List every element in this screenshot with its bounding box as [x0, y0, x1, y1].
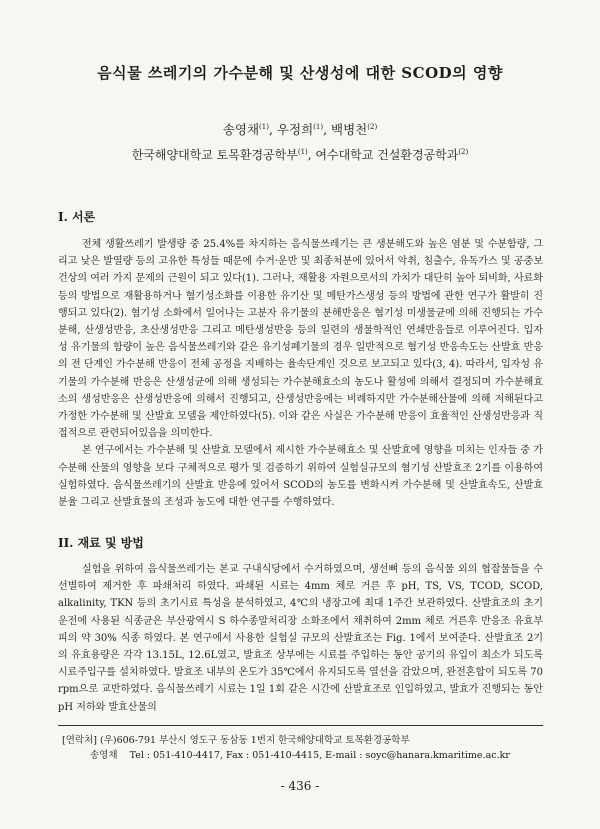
contact-fax: Fax : 051-410-4415, — [226, 750, 323, 761]
section-body-methods — [58, 561, 543, 716]
page-number: - 436 - — [280, 779, 320, 793]
affiliation-name: 한국해양대학교 토목환경공학부 — [131, 148, 298, 162]
affiliation-name: 여수대학교 건설환경공학과 — [315, 148, 459, 162]
author-mark: (1) — [259, 122, 269, 131]
contact-label: [연락처] — [62, 735, 97, 746]
affiliation-mark: (2) — [458, 148, 469, 156]
section-heading-intro: I. 서론 — [58, 210, 96, 224]
contact-address: (우)606-791 부산시 영도구 동삼동 1번지 한국해양대학교 토목환경공학부 — [99, 735, 410, 746]
contact-tel: Tel : 051-410-4417, — [129, 750, 224, 761]
author-mark: (1) — [313, 122, 324, 131]
contact-person: 송영채 — [90, 750, 118, 761]
author-mark: (2) — [367, 122, 378, 131]
affiliation-list — [0, 146, 600, 163]
author-name: 송영채 — [222, 122, 260, 137]
body-paragraph: 본 연구에서는 가수분해 및 산발효 모델에서 제시한 가수분해효소 및 산발효에 영향을 미치는 인자들 중 가수분해 산물의 영향을 보다 구체적으로 평가 및 검증하기 위하여 실험실규모의 혐기성 산발효조 2기를 이용하여 실험하였다. 음식물쓰레기의 산발효 반응에 있어서 SCOD의 농도를 변화시켜 가수분해 및 산발효속도, 산발효분율 그리고 산발효물의 조성과 농도에 대한 연구를 수행하였다. — [58, 445, 543, 509]
body-paragraph: 실험을 위하여 음식물쓰레기는 본교 구내식당에서 수거하였으며, 생선뼈 등의 음식물 외의 협잡물들을 수 선별하여 제거한 후 파쇄처리 하였다. 파쇄된 시료는 4mm 체로 거른 후 pH, TS, VS, TCOD, SCOD, alkalinity, TKN 등의 초기시료 특성을 분석하였고, 4℃의 냉장고에 최대 1주간 보관하였다. 산발효조의 초기 운전에 사용된 식종균은 부산광역시 S 하수종말처리장 소화조에서 채취하여 2mm 체로 거른후 반응조 유효부피의 약 30% 식종 하였다. 본 연구에서 사용한 실험실 규모의 산발효조는 Fig. 1에서 보여준다. 산발효조 2기의 유효용량은 각각 13.15L, 12.6L였고, 발효조 상부에는 시료를 주입하는 동안 공기의 유입이 최소가 되도록 시료주입구를 설치하였다. 발효조 내부의 온도가 35℃에서 유지되도록 열선을 감았으며, 완전혼합이 되도록 70 rpm으로 교반하였다. 음식물쓰레기 시료는 1일 1회 같은 시간에 산발효조로 인입하였고, 발효가 진행되는 동안 pH 저하와 발효산물의 — [58, 564, 543, 713]
author-name: 백병천 — [331, 122, 368, 137]
author-separator: , — [268, 122, 277, 137]
body-paragraph: 전체 생활쓰레기 발생량 중 25.4%를 차지하는 음식물쓰레기는 큰 생분해도와 높은 염분 및 수분함량, 그리고 낮은 발열량 등의 고유한 특성들 때문에 수거·운반 및 최종처분에 있어서 악취, 침출수, 유독가스 및 공중보건상의 여러 가지 문제의 근원이 되고 있다(1). 그러나, 재활용 자원으로서의 가치가 대단히 높아 퇴비화, 사료화 등의 방법으로 재활용하거나 혐기성소화를 이용한 유기산 및 메탄가스생성 등의 방법에 관한 연구가 활발히 진행되고 있다(2). 혐기성 소화에서 일어나는 고분자 유기물의 분해반응은 혐기성 미생물균에 의해 진행되는 가수분해, 산생성반응, 초산생성반응 그리고 메탄생성반응 등의 일련의 생물학적인 연쇄반응들로 이루어진다. 입자성 유기물의 함량이 높은 음식물쓰레기와 같은 유기성폐기물의 경우 일반적으로 혐기성 반응속도는 산발효 반응의 전 단계인 가수분해 반응이 전체 공정을 지배하는 율속단계인 것으로 보고되고 있다(3, 4). 따라서, 입자성 유기물의 가수분해 반응은 산생성균에 의해 생성되는 가수분해효소의 농도나 활성에 의해서 결정되며 가수분해효소의 생성반응은 산생성반응에 의해서 진행되고, 산생성반응에는 비례하지만 가수분해산물에 의해 저해된다고 가정한 가수분해 및 산발효 모델을 제안하였다(5). 이와 같은 사실은 가수분해 반응이 효율적인 산생성반응과 직접적으로 관련되어있음을 의미한다. — [58, 239, 543, 440]
contact-footnote — [62, 733, 542, 763]
affiliation-separator: , — [307, 148, 316, 162]
author-name: 우정희 — [276, 122, 314, 137]
contact-email: E-mail : soyc@hanara.kmaritime.ac.kr — [325, 750, 510, 761]
author-list — [0, 120, 600, 138]
paper-title: 음식물 쓰레기의 가수분해 및 산생성에 대한 SCOD의 영향 — [97, 64, 503, 82]
section-body-intro — [58, 236, 543, 511]
affiliation-mark: (1) — [297, 148, 308, 156]
author-separator: , — [323, 122, 332, 137]
section-heading-methods: II. 재료 및 방법 — [58, 536, 144, 550]
footnote-divider — [58, 725, 543, 726]
